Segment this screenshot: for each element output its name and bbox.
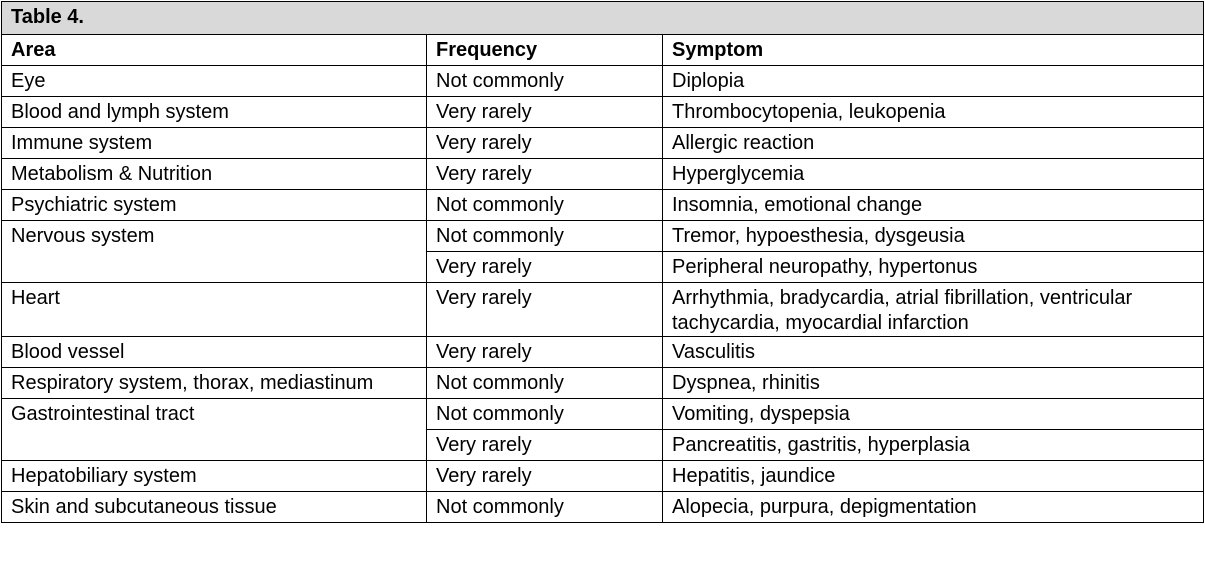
cell-symptom: Insomnia, emotional change [663, 190, 1204, 221]
adverse-effects-table [1, 1, 1204, 523]
cell-symptom: Diplopia [663, 66, 1204, 97]
cell-symptom: Dyspnea, rhinitis [663, 368, 1204, 399]
table-row [2, 492, 1204, 523]
cell-symptom: Pancreatitis, gastritis, hyperplasia [663, 430, 1204, 461]
cell-symptom: Vomiting, dyspepsia [663, 399, 1204, 430]
cell-symptom: Thrombocytopenia, leukopenia [663, 97, 1204, 128]
cell-area: Respiratory system, thorax, mediastinum [2, 368, 427, 399]
table-body [2, 66, 1204, 523]
cell-symptom: Tremor, hypoesthesia, dysgeusia [663, 221, 1204, 252]
cell-area: Nervous system [2, 221, 427, 283]
cell-frequency: Not commonly [427, 368, 663, 399]
cell-frequency: Very rarely [427, 430, 663, 461]
table-row [2, 337, 1204, 368]
cell-symptom: Vasculitis [663, 337, 1204, 368]
cell-frequency: Very rarely [427, 461, 663, 492]
cell-frequency: Not commonly [427, 221, 663, 252]
table-row [2, 97, 1204, 128]
cell-frequency: Very rarely [427, 337, 663, 368]
cell-symptom: Hyperglycemia [663, 159, 1204, 190]
cell-symptom: Hepatitis, jaundice [663, 461, 1204, 492]
table-row [2, 128, 1204, 159]
cell-area: Hepatobiliary system [2, 461, 427, 492]
cell-symptom: Allergic reaction [663, 128, 1204, 159]
table-row [2, 399, 1204, 430]
header-frequency: Frequency [427, 35, 663, 66]
cell-symptom: Alopecia, purpura, depigmentation [663, 492, 1204, 523]
table-row [2, 66, 1204, 97]
table-row [2, 283, 1204, 337]
cell-symptom: Arrhythmia, bradycardia, atrial fibrillation, ventricular tachycardia, myocardial infarction [663, 283, 1204, 337]
cell-frequency: Not commonly [427, 399, 663, 430]
cell-area: Skin and subcutaneous tissue [2, 492, 427, 523]
cell-frequency: Very rarely [427, 252, 663, 283]
cell-frequency: Not commonly [427, 66, 663, 97]
cell-area: Metabolism & Nutrition [2, 159, 427, 190]
cell-area: Heart [2, 283, 427, 337]
cell-frequency: Not commonly [427, 492, 663, 523]
cell-area: Immune system [2, 128, 427, 159]
table-row [2, 461, 1204, 492]
cell-frequency: Very rarely [427, 159, 663, 190]
cell-area: Blood vessel [2, 337, 427, 368]
table-row [2, 221, 1204, 252]
cell-area: Blood and lymph system [2, 97, 427, 128]
header-row [2, 35, 1204, 66]
cell-symptom: Peripheral neuropathy, hypertonus [663, 252, 1204, 283]
table-row [2, 368, 1204, 399]
table-caption: Table 4. [2, 2, 1204, 35]
cell-frequency: Very rarely [427, 283, 663, 337]
caption-row [2, 2, 1204, 35]
table-row [2, 190, 1204, 221]
cell-frequency: Not commonly [427, 190, 663, 221]
table-container [1, 1, 1204, 523]
table-row [2, 159, 1204, 190]
header-symptom: Symptom [663, 35, 1204, 66]
cell-frequency: Very rarely [427, 97, 663, 128]
cell-frequency: Very rarely [427, 128, 663, 159]
header-area: Area [2, 35, 427, 66]
cell-area: Psychiatric system [2, 190, 427, 221]
cell-area: Eye [2, 66, 427, 97]
cell-area: Gastrointestinal tract [2, 399, 427, 461]
